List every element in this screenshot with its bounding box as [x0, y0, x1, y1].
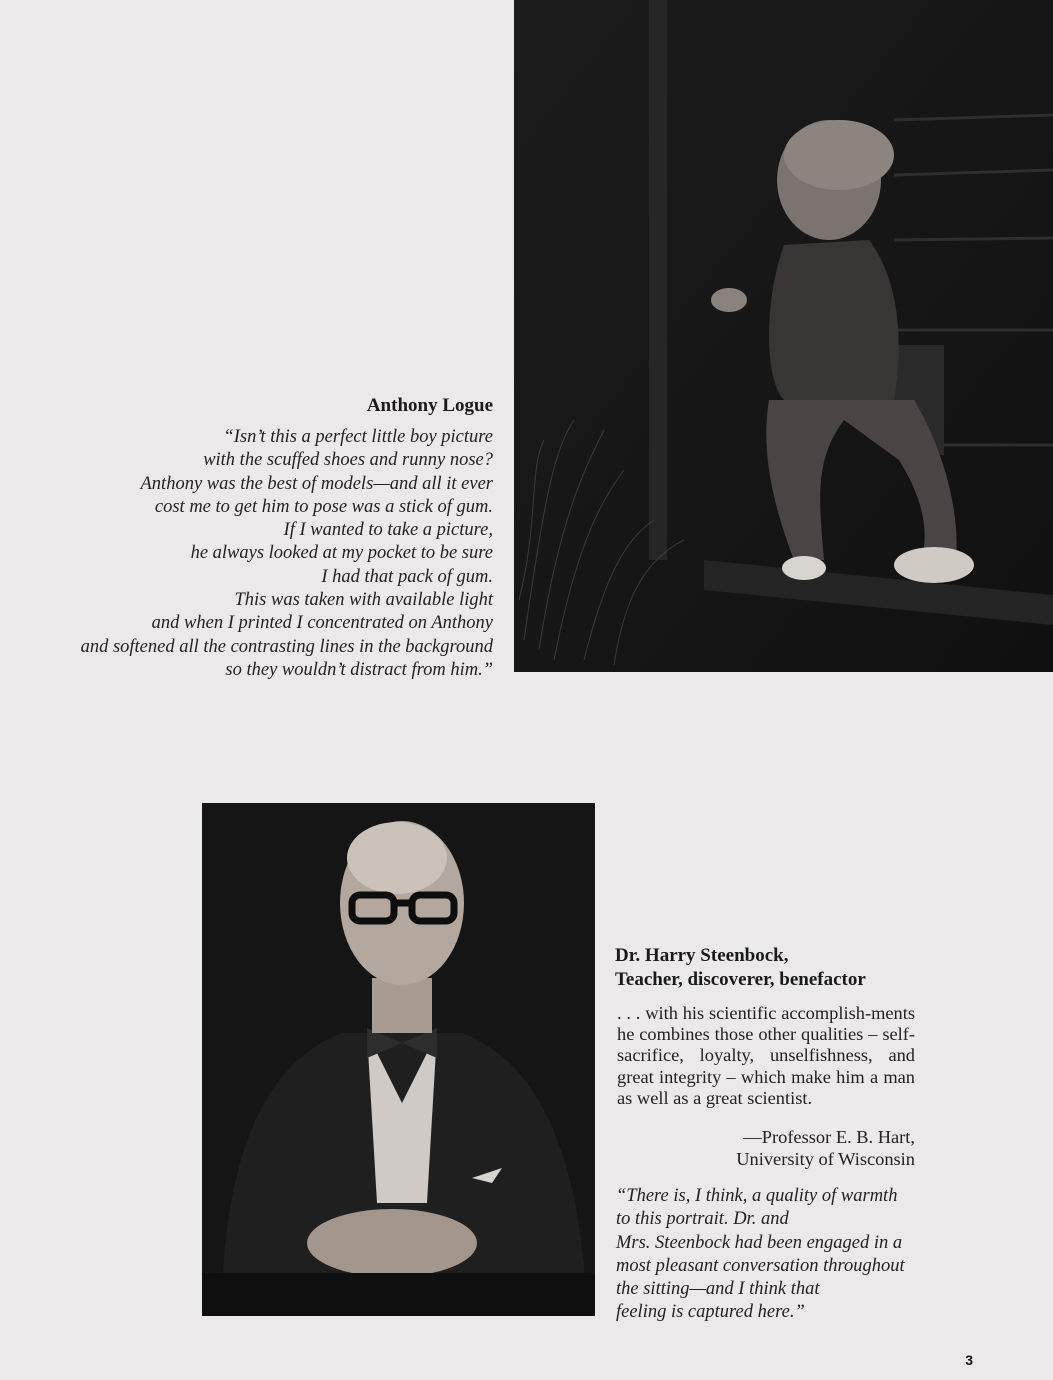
- anthony-logue-quote: [81, 426, 493, 682]
- steenbock-tribute: . . . with his scientific accomplish-ments he combines those other qualities – self-sacrifice, loyalty, unselfishness, and great integrity – which make him a man as well as a great scientist.: [617, 1003, 915, 1108]
- quote-line: most pleasant conversation throughout: [616, 1255, 905, 1276]
- quote-line: and softened all the contrasting lines in the background: [80, 636, 493, 657]
- page-number: 3: [965, 1352, 973, 1368]
- quote-line: I had that pack of gum.: [321, 566, 493, 587]
- steenbock-title: [615, 944, 866, 992]
- quote-line: cost me to get him to pose was a stick of gum.: [154, 496, 493, 517]
- photo-boy-on-steps: [514, 0, 1053, 672]
- quote-line: Mrs. Steenbock had been engaged in a: [616, 1232, 903, 1253]
- anthony-logue-title: Anthony Logue: [366, 395, 493, 416]
- quote-line: so they wouldn’t distract from him.”: [225, 659, 493, 680]
- attribution-institution: University of Wisconsin: [736, 1148, 915, 1169]
- quote-line: This was taken with available light: [234, 590, 493, 611]
- quote-line: If I wanted to take a picture,: [283, 520, 493, 541]
- quote-line: “There is, I think, a quality of warmth: [616, 1186, 898, 1206]
- quote-line: and when I printed I concentrated on Anthony: [151, 613, 493, 634]
- photo-steenbock-portrait: [202, 803, 595, 1316]
- steenbock-attribution: [736, 1127, 915, 1170]
- quote-line: Anthony was the best of models—and all it ever: [140, 473, 493, 494]
- quote-line: to this portrait. Dr. and: [616, 1209, 789, 1230]
- quote-line: with the scuffed shoes and runny nose?: [203, 450, 493, 471]
- quote-line: “Isn’t this a perfect little boy picture: [223, 427, 493, 447]
- quote-line: the sitting—and I think that: [616, 1279, 820, 1300]
- quote-line: feeling is captured here.”: [616, 1302, 805, 1323]
- steenbock-roles: Teacher, discoverer, benefactor: [615, 969, 866, 990]
- steenbock-name: Dr. Harry Steenbock,: [615, 945, 789, 966]
- quote-line: he always looked at my pocket to be sure: [190, 543, 493, 564]
- attribution-name: —Professor E. B. Hart,: [743, 1127, 915, 1147]
- steenbock-photographer-quote: [616, 1185, 905, 1325]
